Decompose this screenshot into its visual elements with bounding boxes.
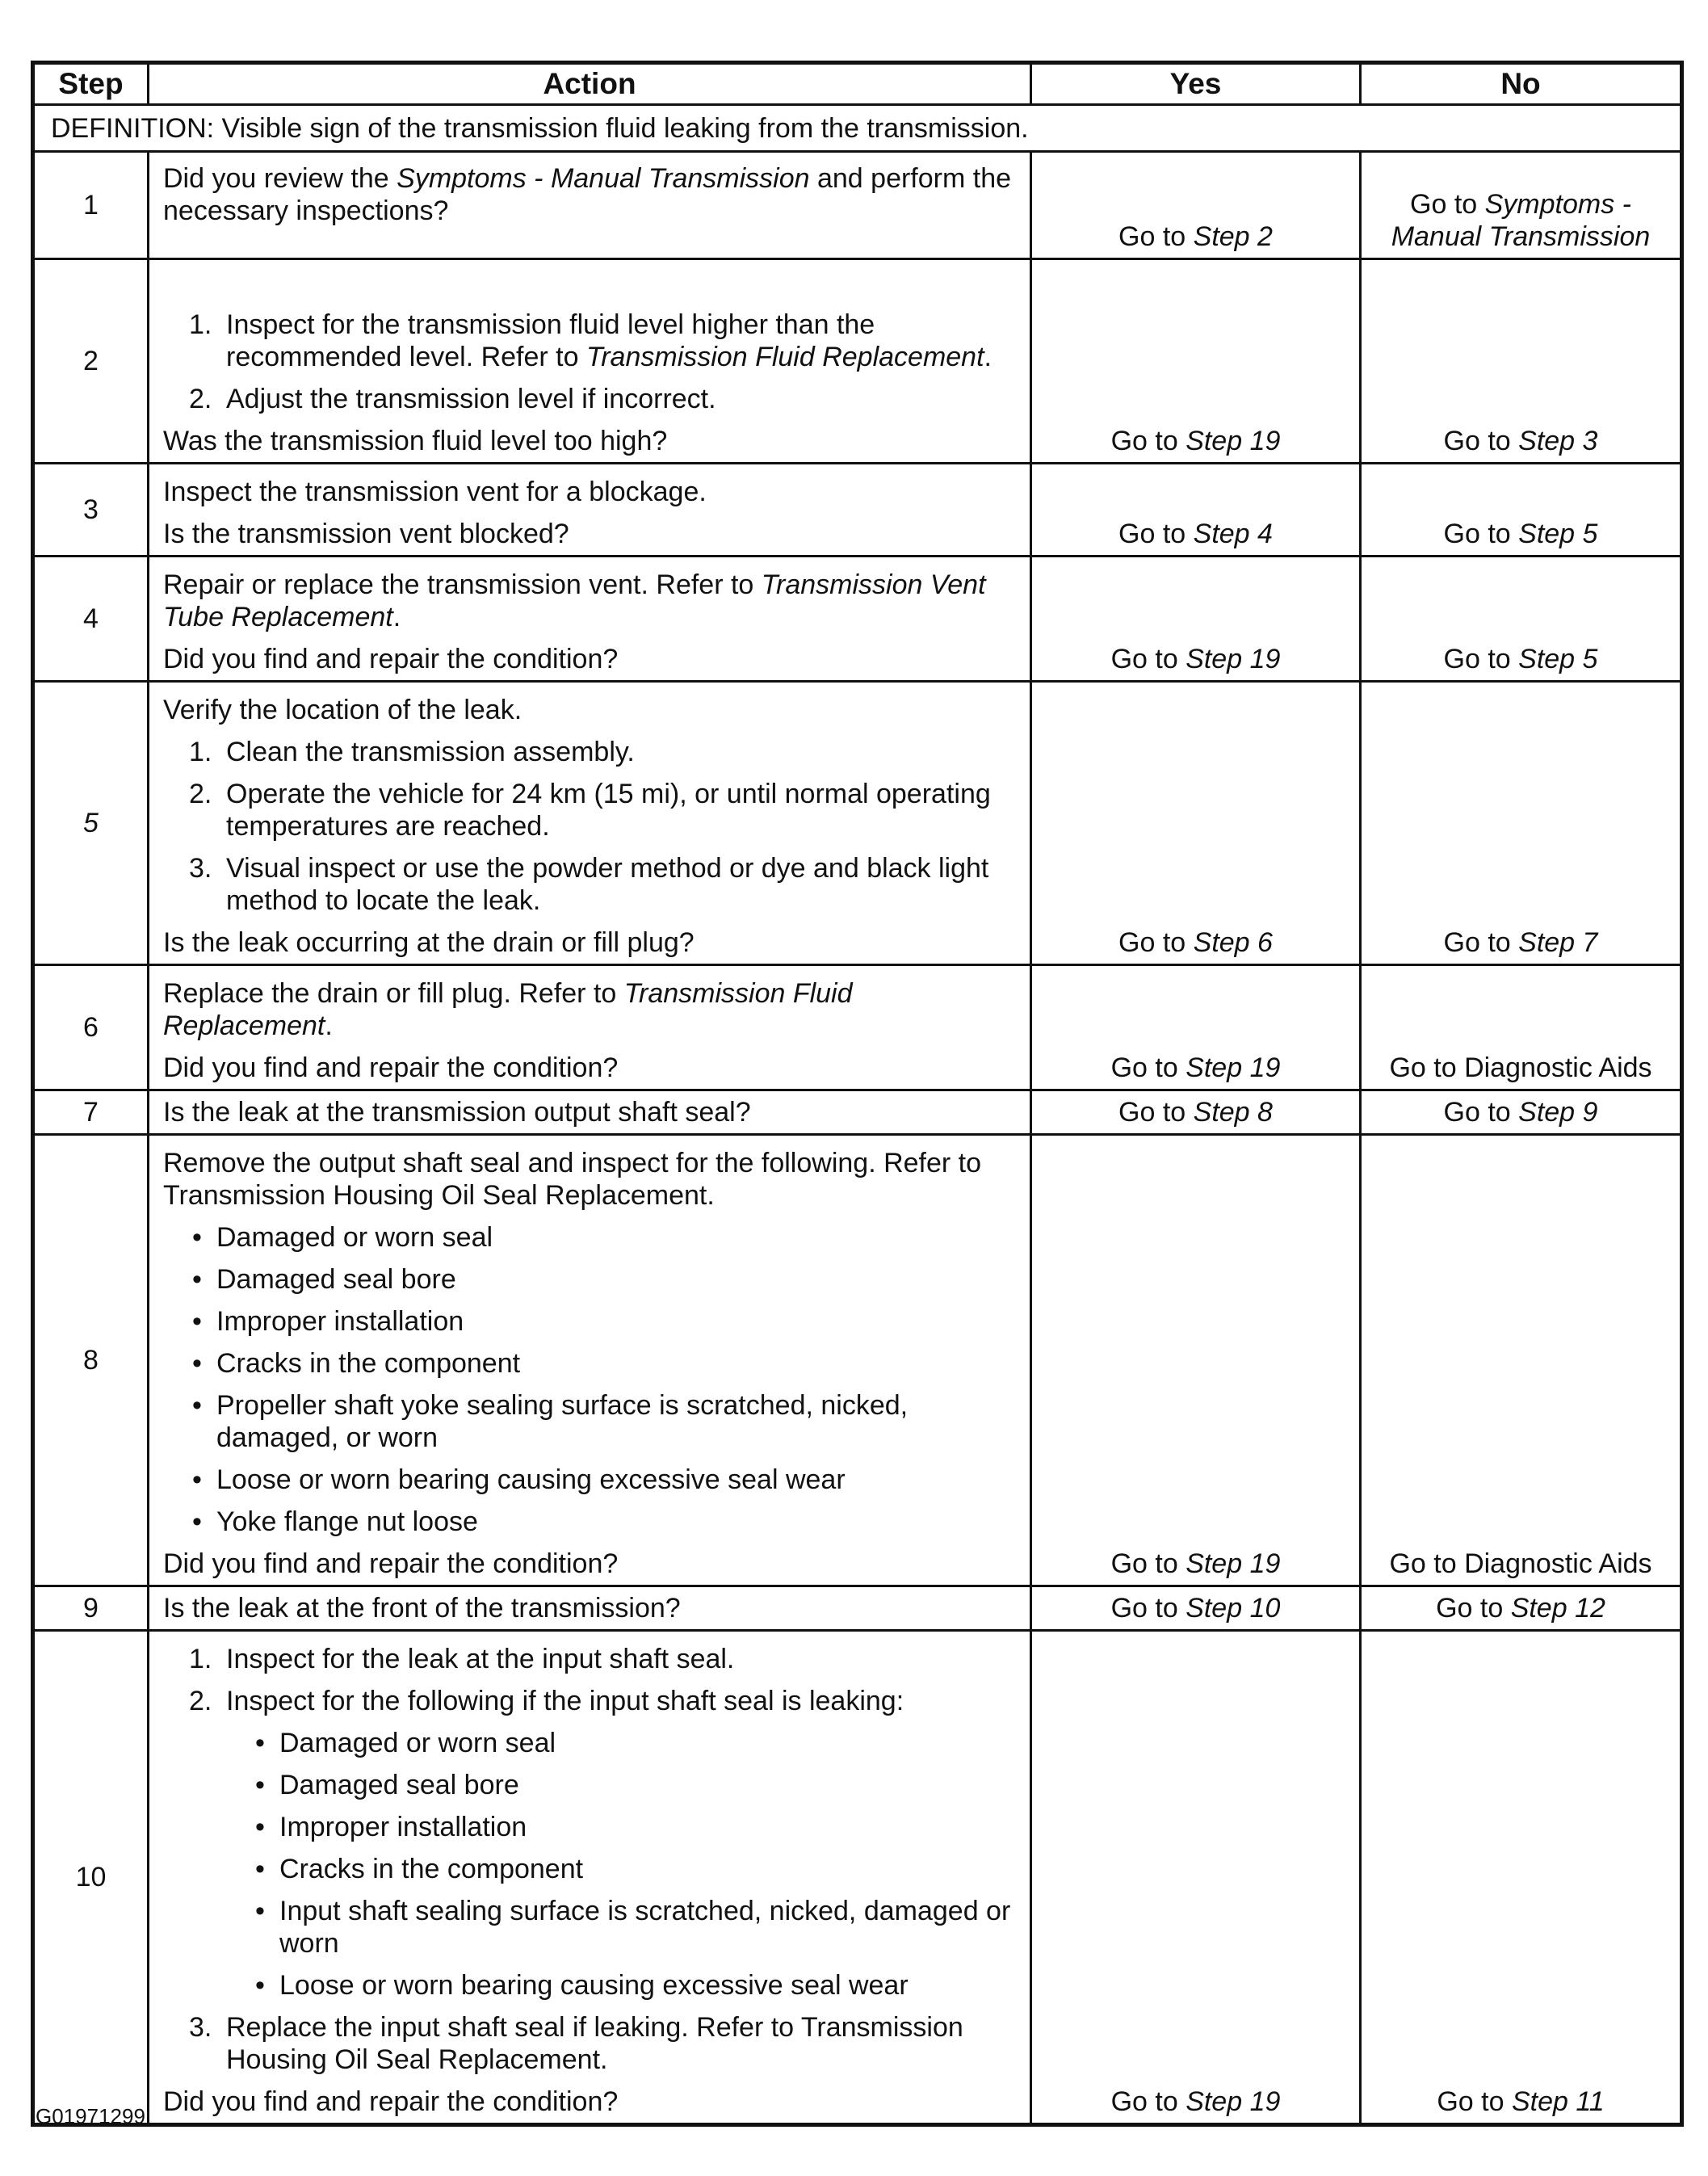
list-item: • Improper installation [255, 1812, 527, 1842]
no-result: Go to Diagnostic Aids [1361, 965, 1682, 1090]
numbered-list [163, 1643, 1017, 2076]
yes-result: Go to Step 2 [1031, 152, 1361, 259]
header-action: Action [149, 63, 1031, 105]
list-item: 1. Inspect for the transmission fluid level higher than the recommended level. Refer to Transmission Fluid Replacement. [189, 309, 992, 372]
action-text: Inspect the transmission vent for a blockage. [163, 477, 707, 507]
step-number: 2 [33, 259, 149, 464]
action-text: Replace the drain or fill plug. Refer to Transmission Fluid Replacement. [163, 978, 853, 1041]
no-result: Go to Step 9 [1361, 1090, 1682, 1135]
table-row [33, 1586, 1682, 1631]
action-question: Did you review the Symptoms - Manual Transmission and perform the necessary inspections? [163, 163, 1012, 226]
table-row [33, 1631, 1682, 2125]
action-cell [149, 259, 1031, 464]
yes-result: Go to Step 4 [1031, 464, 1361, 557]
action-text: Repair or replace the transmission vent. Refer to Transmission Vent Tube Replacement. [163, 569, 986, 632]
no-result: Go to Step 11 [1361, 1631, 1682, 2125]
yes-result: Go to Step 19 [1031, 557, 1361, 682]
diagram-code: G01971299 [36, 2104, 145, 2128]
header-yes: Yes [1031, 63, 1361, 105]
table-row [33, 1135, 1682, 1586]
table-row [33, 464, 1682, 557]
list-item: 1. Clean the transmission assembly. [189, 737, 635, 767]
action-cell [149, 1135, 1031, 1586]
list-item: • Propeller shaft yoke sealing surface is scratched, nicked, damaged, or worn [192, 1390, 909, 1453]
list-item: 1. Inspect for the leak at the input shaft seal. [189, 1644, 735, 1674]
action-question: Did you find and repair the condition? [163, 1052, 619, 1083]
table-row [33, 152, 1682, 259]
yes-result: Go to Step 19 [1031, 1135, 1361, 1586]
no-result: Go to Diagnostic Aids [1361, 1135, 1682, 1586]
list-item: • Damaged or worn seal [192, 1222, 493, 1253]
table-row [33, 1090, 1682, 1135]
list-item: • Cracks in the component [192, 1348, 521, 1379]
action-text: Remove the output shaft seal and inspect for the following. Refer to Transmission Housing Oil Seal Replacement. [163, 1148, 982, 1211]
action-text: Verify the location of the leak. [163, 695, 522, 725]
no-result: Go to Step 3 [1361, 259, 1682, 464]
list-item: • Input shaft sealing surface is scratched, nicked, damaged or worn [255, 1896, 1011, 1959]
action-cell [149, 464, 1031, 557]
action-cell [149, 965, 1031, 1090]
action-question: Is the leak occurring at the drain or fill plug? [163, 927, 695, 958]
list-item: • Damaged seal bore [255, 1770, 519, 1800]
table-row [33, 682, 1682, 965]
definition-row [33, 105, 1682, 152]
step-number: 1 [33, 152, 149, 259]
step-number: 6 [33, 965, 149, 1090]
header-row [33, 63, 1682, 105]
list-item: • Damaged seal bore [192, 1264, 456, 1295]
step-number: 8 [33, 1135, 149, 1586]
step-number: 4 [33, 557, 149, 682]
action-question: Did you find and repair the condition? [163, 644, 619, 674]
list-item: • Yoke flange nut loose [192, 1506, 478, 1537]
header-step: Step [33, 63, 149, 105]
diagnostic-table [31, 61, 1684, 2127]
definition-text: DEFINITION: Visible sign of the transmission fluid leaking from the transmission. [33, 105, 1682, 152]
step-number: 7 [33, 1090, 149, 1135]
action-question: Is the transmission vent blocked? [163, 519, 569, 549]
bullet-list [226, 1727, 1017, 2002]
table-row [33, 557, 1682, 682]
no-result: Go to Step 5 [1361, 464, 1682, 557]
table-row [33, 965, 1682, 1090]
action-question: Is the leak at the transmission output shaft seal? [149, 1090, 1031, 1135]
no-result: Go to Symptoms - Manual Transmission [1361, 152, 1682, 259]
list-item: • Loose or worn bearing causing excessive seal wear [192, 1464, 846, 1495]
yes-result: Go to Step 10 [1031, 1586, 1361, 1631]
list-item: 3. Visual inspect or use the powder method or dye and black light method to locate the leak. [189, 853, 989, 916]
step-number: 10 [33, 1631, 149, 2125]
step-number: 5 [33, 682, 149, 965]
step-number: 3 [33, 464, 149, 557]
table-row [33, 259, 1682, 464]
action-cell [149, 1631, 1031, 2125]
header-no: No [1361, 63, 1682, 105]
action-question: Did you find and repair the condition? [163, 2086, 619, 2117]
action-question: Did you find and repair the condition? [163, 1548, 619, 1579]
yes-result: Go to Step 19 [1031, 259, 1361, 464]
action-cell [149, 557, 1031, 682]
no-result: Go to Step 12 [1361, 1586, 1682, 1631]
yes-result: Go to Step 19 [1031, 1631, 1361, 2125]
list-item: • Loose or worn bearing causing excessive seal wear [255, 1970, 909, 2001]
numbered-list [163, 736, 1017, 917]
list-item: 2. Adjust the transmission level if incorrect. [189, 384, 716, 414]
list-item: • Improper installation [192, 1306, 464, 1337]
list-item: 3. Replace the input shaft seal if leaking. Refer to Transmission Housing Oil Seal Replacement. [189, 2012, 963, 2075]
action-question: Is the leak at the front of the transmission? [149, 1586, 1031, 1631]
yes-result: Go to Step 19 [1031, 965, 1361, 1090]
list-item: 2. Operate the vehicle for 24 km (15 mi), or until normal operating temperatures are reached. [189, 779, 991, 842]
no-result: Go to Step 5 [1361, 557, 1682, 682]
numbered-list [163, 309, 1017, 415]
yes-result: Go to Step 6 [1031, 682, 1361, 965]
list-item: • Damaged or worn seal [255, 1728, 556, 1758]
list-item: • Cracks in the component [255, 1854, 584, 1884]
yes-result: Go to Step 8 [1031, 1090, 1361, 1135]
no-result: Go to Step 7 [1361, 682, 1682, 965]
action-cell [149, 682, 1031, 965]
bullet-list [163, 1221, 1017, 1538]
list-item: 2. Inspect for the following if the input shaft seal is leaking: • Damaged or worn seal • Damaged seal bore • Improper installation • Cracks in the component • Input shaft sealing surface is scratched, nicked, damaged or worn • Loose or worn bearing causing excessive seal wear [163, 1685, 1017, 2002]
action-cell [149, 152, 1031, 259]
step-number: 9 [33, 1586, 149, 1631]
action-question: Was the transmission fluid level too high? [163, 426, 668, 456]
